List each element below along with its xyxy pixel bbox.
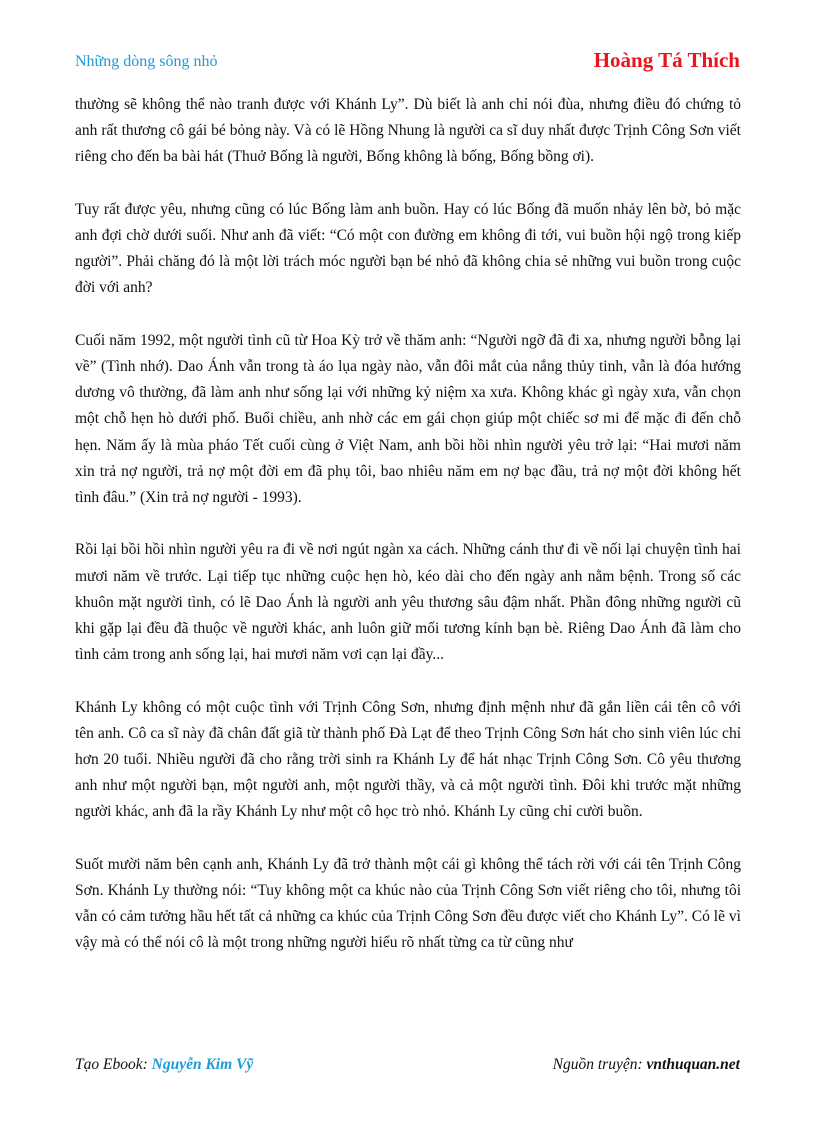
- book-title: Những dòng sông nhỏ: [75, 53, 218, 70]
- source-credit-label: Nguồn truyện: [552, 1056, 638, 1073]
- paragraph: Khánh Ly không có một cuộc tình với Trịnh Công Sơn, nhưng định mệnh như đã gắn liền cái tên cô với tên anh. Cô ca sĩ này đã chân đất giã từ thành phố Đà Lạt để theo Trịnh Công Sơn hát cho sinh viên lúc chỉ hơn 20 tuổi. Nhiều người đã cho rằng trời sinh ra Khánh Ly để hát nhạc Trịnh Công Sơn. Cô yêu thương anh như một người bạn, một người anh, một người thầy, và cả một người tình. Đôi khi trước mặt những người khác, anh đã la rầy Khánh Ly như một cô học trò nhỏ. Khánh Ly cũng chỉ cười buồn.: [75, 698, 741, 821]
- page-footer: [75, 1056, 740, 1078]
- page-body: [75, 92, 741, 957]
- ebook-credit-separator: :: [142, 1056, 152, 1073]
- paragraph: Suốt mười năm bên cạnh anh, Khánh Ly đã trở thành một cái gì không thể tách rời với cái tên Trịnh Công Sơn. Khánh Ly thường nói: “Tuy không một ca khúc nào của Trịnh Công Sơn viết riêng cho tôi, nhưng tôi vẫn có cảm tưởng hầu hết tất cả những ca khúc của Trịnh Công Sơn đều được viết cho Khánh Ly”. Có lẽ vì vậy mà có thể nói cô là một trong những người hiểu rõ nhất từng ca từ cũng như: [75, 855, 741, 952]
- ebook-credit-label: Tạo Ebook: [75, 1056, 143, 1073]
- page-header: [75, 48, 740, 76]
- paragraph: Cuối năm 1992, một người tình cũ từ Hoa Kỳ trở về thăm anh: “Người ngỡ đã đi xa, nhưng người bỗng lại về” (Tình nhớ). Dao Ánh vẫn trong tà áo lụa ngày nào, vẫn đôi mắt của nắng thủy tinh, vẫn là đóa hướng dương vô thường, đã làm anh như sống lại với những kỷ niệm xa xưa. Không khác gì ngày xưa, vẫn chọn một chỗ hẹn hò dưới phố. Buổi chiều, anh nhờ các em gái chọn giúp một chiếc sơ mi để mặc đi đến chỗ hẹn. Năm ấy là mùa pháo Tết cuối cùng ở Việt Nam, anh bồi hồi nhìn người yêu trở lại: “Hai mươi năm xin trả nợ người, trả nợ một đời em đã phụ tôi, bao nhiêu năm em nợ bạc đầu, trả nợ một đời không hết tình đâu.” (Xin trả nợ người - 1993).: [75, 331, 741, 507]
- ebook-credit: [75, 1056, 253, 1074]
- author-name: Hoàng Tá Thích: [593, 48, 740, 72]
- source-credit-separator: :: [637, 1056, 647, 1073]
- paragraph: Tuy rất được yêu, nhưng cũng có lúc Bống làm anh buồn. Hay có lúc Bống đã muốn nhảy lên bờ, bỏ mặc anh đợi chờ dưới suối. Như anh đã viết: “Có một con đường em không đi tới, vui buồn hội ngộ trong kiếp người”. Phải chăng đó là một lời trách móc người bạn bé nhỏ đã không chia sẻ những vui buồn trong cuộc đời với anh?: [75, 200, 741, 297]
- source-credit: [553, 1056, 740, 1074]
- paragraph: Rồi lại bồi hồi nhìn người yêu ra đi về nơi ngút ngàn xa cách. Những cánh thư đi về nối lại chuyện tình hai mươi năm về trước. Lại tiếp tục những cuộc hẹn hò, kéo dài cho đến ngày anh nằm bệnh. Trong số các khuôn mặt người tình, có lẽ Dao Ánh là người anh yêu thương sâu đậm nhất. Phần đông những người cũ khi gặp lại đều đã thuộc về người khác, anh luôn giữ mối tương kính bạn bè. Riêng Dao Ánh đã làm cho tình cảm trong anh sống lại, hai mươi năm vơi cạn lại đầy...: [75, 541, 741, 664]
- ebook-creator-name: Nguyễn Kim Vỹ: [151, 1056, 254, 1073]
- paragraph: thường sẽ không thể nào tranh được với Khánh Ly”. Dù biết là anh chỉ nói đùa, nhưng điều đó chứng tỏ anh rất thương cô gái bé bỏng này. Và có lẽ Hồng Nhung là người ca sĩ duy nhất được Trịnh Công Sơn viết riêng cho đến ba bài hát (Thuở Bống là người, Bống không là bống, Bống bồng ơi).: [75, 96, 741, 166]
- source-site: vnthuquan.net: [646, 1056, 740, 1073]
